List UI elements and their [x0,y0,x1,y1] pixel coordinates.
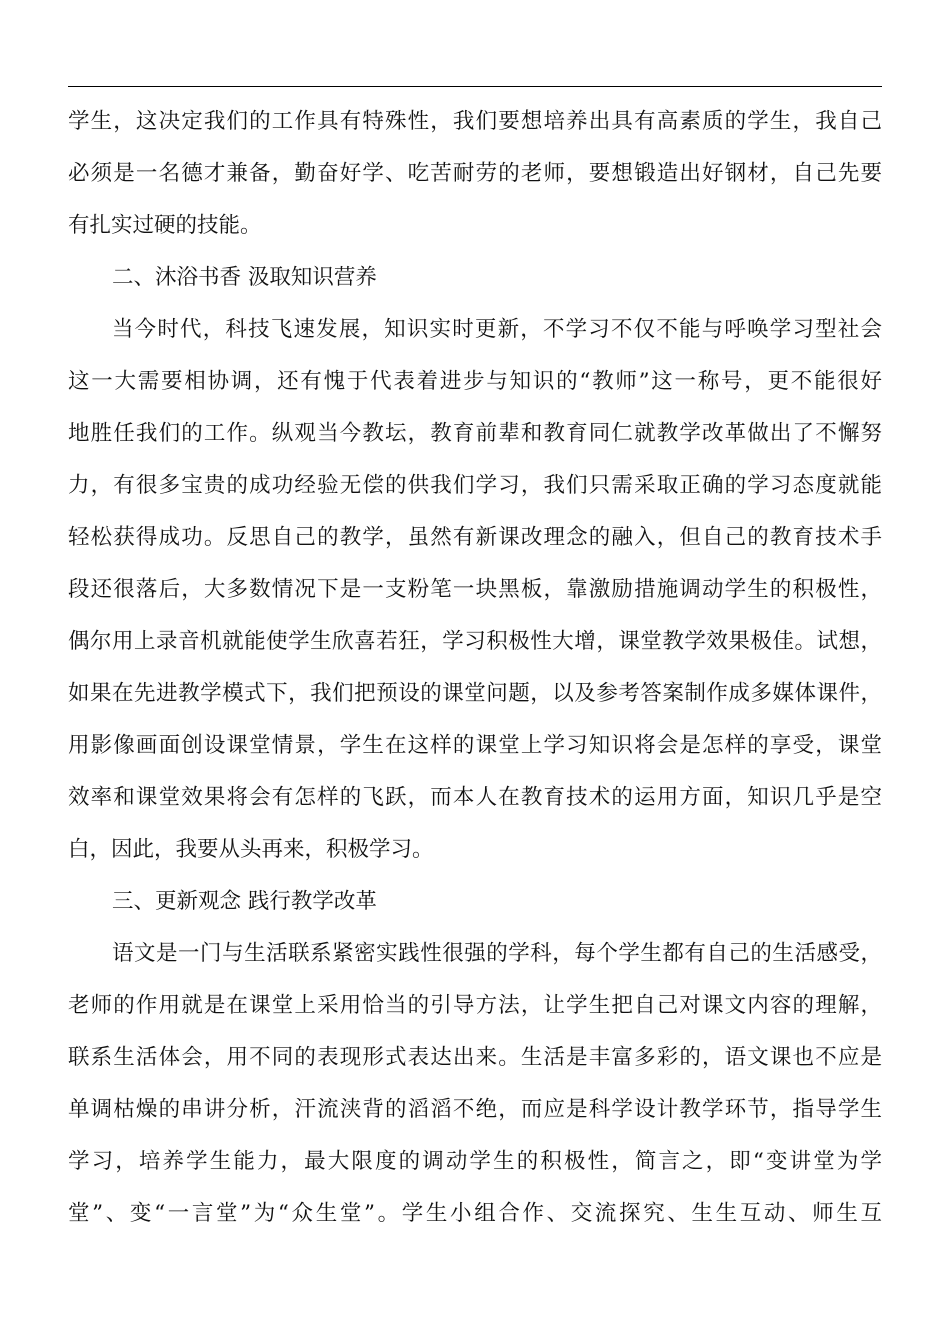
header-rule [68,86,882,87]
text-line-5: 当今时代，科技飞速发展，知识实时更新，不学习不仅不能与呼唤学习型社会 [112,317,882,342]
text-line-10: 段还很落后，大多数情况下是一支粉笔一块黑板，靠激励措施调动学生的积极性， [68,577,882,602]
text-line-17: 语文是一门与生活联系紧密实践性很强的学科，每个学生都有自己的生活感受， [112,941,882,966]
section-heading-2: 二、沐浴书香 汲取知识营养 [112,265,377,290]
text-line-20: 单调枯燥的串讲分析，汗流浃背的滔滔不绝，而应是科学设计教学环节，指导学生 [68,1097,882,1122]
text-line-6: 这一大需要相协调，还有愧于代表着进步与知识的“教师”这一称号，更不能很好 [68,369,882,394]
document-body [68,96,882,1240]
text-line-9: 轻松获得成功。反思自己的教学，虽然有新课改理念的融入，但自己的教育技术手 [68,525,882,550]
text-line-21: 学习，培养学生能力，最大限度的调动学生的积极性，简言之，即“变讲堂为学 [68,1149,882,1174]
text-line-8: 力，有很多宝贵的成功经验无偿的供我们学习，我们只需采取正确的学习态度就能 [68,473,882,498]
text-line-14: 效率和课堂效果将会有怎样的飞跃，而本人在教育技术的运用方面，知识几乎是空 [68,785,882,810]
text-line-12: 如果在先进教学模式下，我们把预设的课堂问题，以及参考答案制作成多媒体课件， [68,681,882,706]
text-line-7: 地胜任我们的工作。纵观当今教坛，教育前辈和教育同仁就教学改革做出了不懈努 [68,421,882,446]
text-line-11: 偶尔用上录音机就能使学生欣喜若狂，学习积极性大增，课堂教学效果极佳。试想， [68,629,882,654]
text-line-1: 学生，这决定我们的工作具有特殊性，我们要想培养出具有高素质的学生，我自己 [68,109,882,134]
section-heading-3: 三、更新观念 践行教学改革 [112,889,377,914]
text-line-2: 必须是一名德才兼备，勤奋好学、吃苦耐劳的老师，要想锻造出好钢材，自己先要 [68,161,882,186]
text-line-18: 老师的作用就是在课堂上采用恰当的引导方法，让学生把自己对课文内容的理解， [68,993,882,1018]
text-line-3: 有扎实过硬的技能。 [68,213,262,238]
text-line-19: 联系生活体会，用不同的表现形式表达出来。生活是丰富多彩的，语文课也不应是 [68,1045,882,1070]
text-line-22: 堂”、变“一言堂”为“众生堂”。学生小组合作、交流探究、生生互动、师生互 [68,1201,882,1226]
text-line-13: 用影像画面创设课堂情景，学生在这样的课堂上学习知识将会是怎样的享受，课堂 [68,733,882,758]
text-line-15: 白，因此，我要从头再来，积极学习。 [68,837,434,862]
